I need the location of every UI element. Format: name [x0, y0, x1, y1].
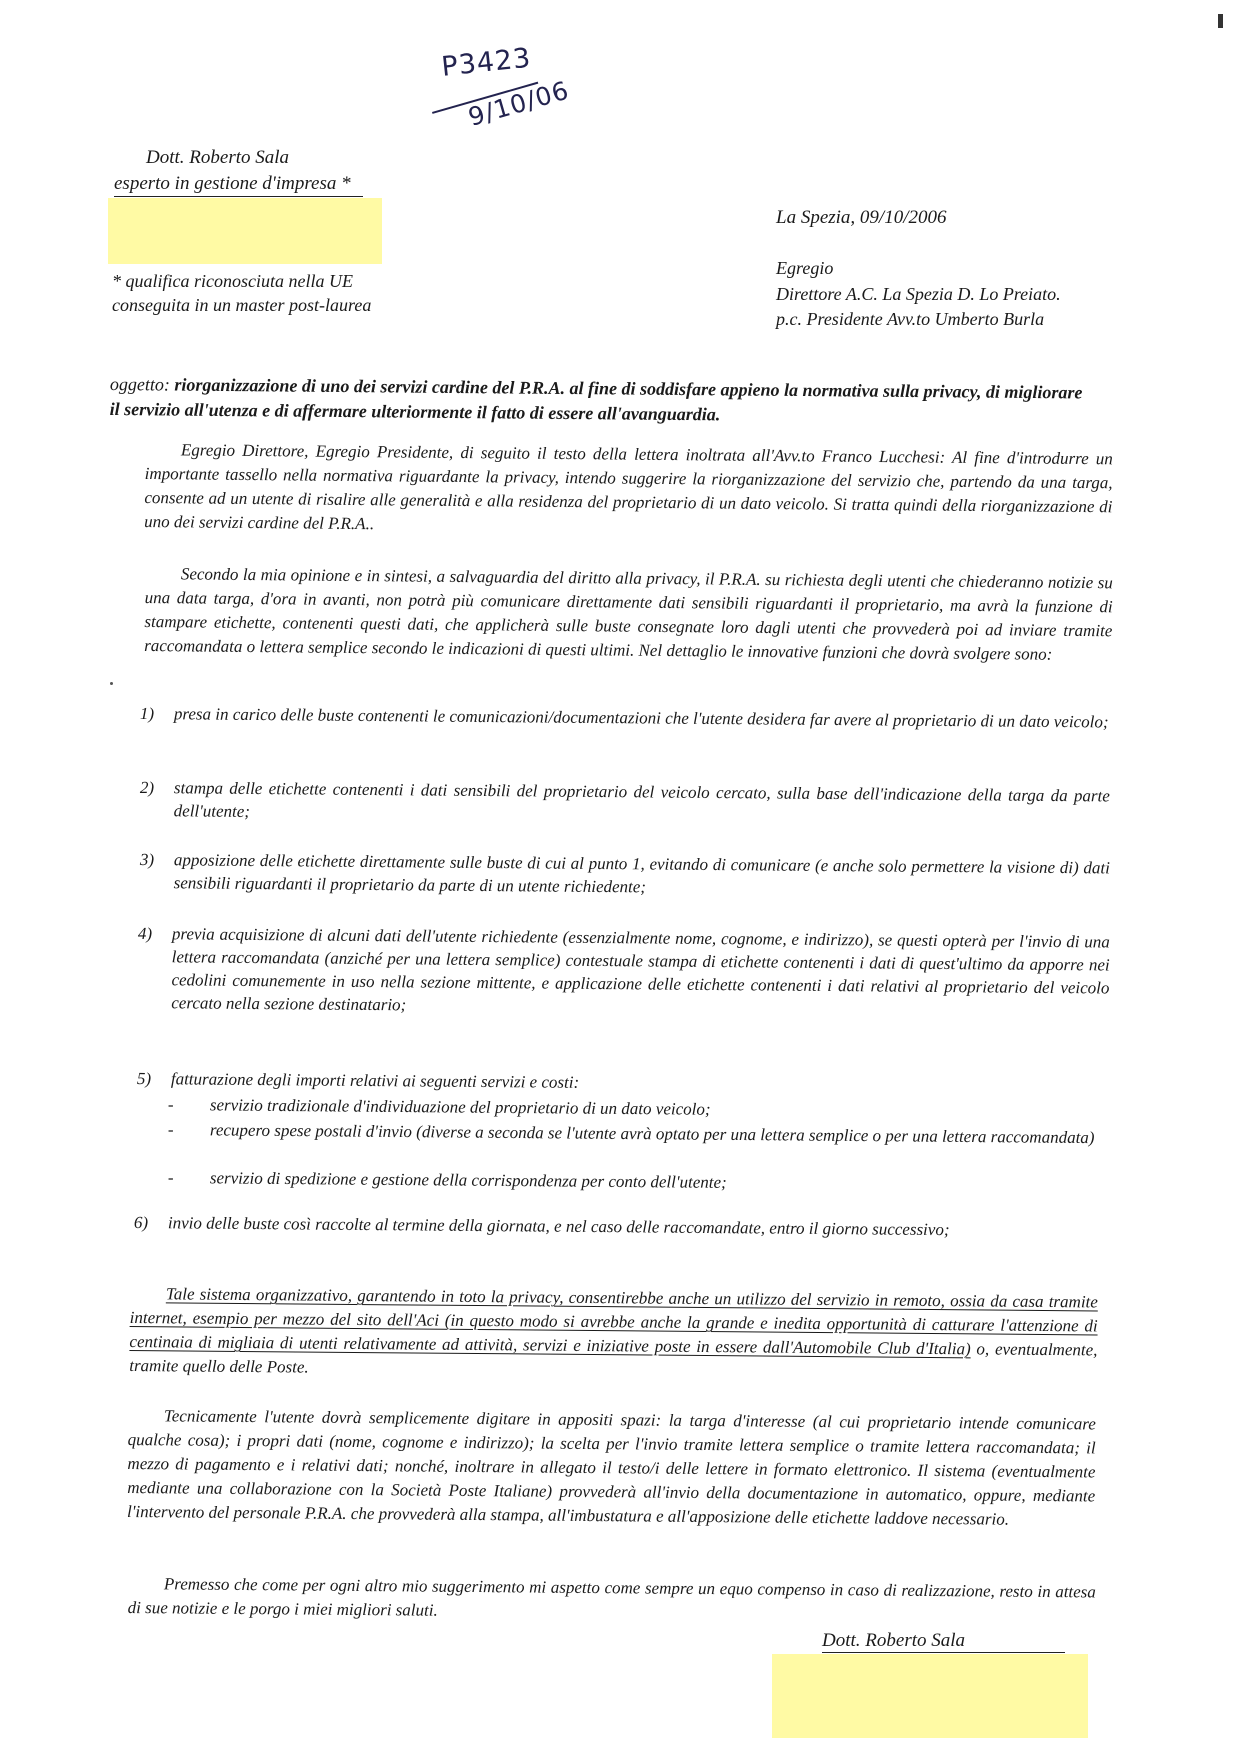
- subject-text: riorganizzazione di uno dei servizi cardine del P.R.A. al fine di soddisfare appieno la normativa sulla privacy, di migliorare il servizio all'utenza e di affermare ulteriormente il fatto di essere all'avanguardia.: [109, 374, 1083, 425]
- body-paragraph-intro: Egregio Direttore, Egregio Presidente, di seguito il testo della lettera inoltrata all'Avv.to Franco Lucchesi: Al fine d'introdurre un importante tassello nella normativa riguardante la privacy, intendo suggerire la riorganizzazione del servizio che, partendo da una targa, consente ad un utente di risalire alle generalità e alla residenza del proprietario di un dato veicolo. Si tratta quindi della riorganizzazione di uno dei servizi cardine del P.R.A..: [144, 440, 1113, 534]
- list-item: [140, 702, 1110, 733]
- sub-list-dash: -: [167, 1167, 174, 1188]
- list-item-text: stampa delle etichette contenenti i dati sensibili del proprietario del veicolo cercato, sulla base dell'indicazione della targa da parte dell'utente;: [173, 778, 1110, 821]
- redacted-highlight: [108, 198, 382, 264]
- recipient-line-1: Direttore A.C. La Spezia D. Lo Preiato.: [776, 284, 1061, 304]
- passage-continuation: o, eventualmente, tramite quello delle Poste.: [129, 1339, 1098, 1377]
- list-item-number: 5): [136, 1068, 152, 1089]
- handwritten-date: 9/10/06: [465, 75, 573, 132]
- handwritten-reference: P3423: [440, 42, 533, 83]
- sub-list-text: recupero spese postali d'invio (diverse a seconda se l'utente avrà optato per una lettera semplice o per una lettera raccomandata): [209, 1120, 1095, 1148]
- sub-list-text: servizio di spedizione e gestione della corrispondenza per conto dell'utente;: [209, 1168, 727, 1192]
- list-item-number: 6): [133, 1212, 149, 1233]
- sub-list-dash: -: [167, 1094, 174, 1115]
- sub-list-dash: -: [167, 1119, 174, 1140]
- body-paragraph-summary: Secondo la mia opinione e in sintesi, a salvaguardia del diritto alla privacy, il P.R.A. su richiesta degli utenti che chiederanno notizie su una data targa, d'ora in avanti, non potrà più comunicare direttamente dati sensibili riguardanti il proprietario, ma avrà la funzione di stampare etichette, contenenti questi dati, che applicherà sulle buste consegnate loro dagli utenti che provvederà poi ad inviare tramite raccomandata o lettera semplice secondo le indicazioni di questi ultimi. Nel dettaglio le innovative funzioni che dovrà svolgere sono:: [144, 564, 1113, 664]
- signature-name: Dott. Roberto Sala: [822, 1630, 1065, 1653]
- list-item: [137, 922, 1110, 1022]
- qualification-note-line-2: conseguita in un master post-laurea: [112, 295, 372, 315]
- redacted-highlight: [772, 1654, 1088, 1738]
- list-item-number: 4): [137, 923, 153, 944]
- list-item-number: 3): [139, 849, 155, 870]
- sender-name: Dott. Roberto Sala: [146, 147, 290, 168]
- body-paragraph-online-service: [129, 1282, 1098, 1386]
- list-item-number: 1): [139, 703, 155, 724]
- sub-list-text: servizio tradizionale d'individuazione del proprietario di un dato veicolo;: [209, 1095, 711, 1119]
- scan-dot: [110, 682, 113, 685]
- recipient-line-2: p.c. Presidente Avv.to Umberto Burla: [776, 309, 1045, 329]
- scan-mark: [1218, 14, 1223, 28]
- subject-label: oggetto:: [109, 373, 175, 395]
- list-item-text: presa in carico delle buste contenenti le comunicazioni/documentazioni che l'utente desidera far avere al proprietario di un dato veicolo;: [173, 704, 1109, 732]
- body-paragraph-technical: Tecnicamente l'utente dovrà semplicemente digitare in appositi spazi: la targa d'interesse (al cui proprietario intende comunicare qualche cosa); i propri dati (nome, cognome e indirizzo); la scelta per l'invio tramite lettera semplice o tramite lettera raccomandata; il mezzo di pagamento e i relativi dati; nonché, inoltrare in allegato il testo/i delle lettere in formato elettronico. Il sistema (eventualmente mediante una collaborazione con la Società Poste Italiane) provvederà all'invio della documentazione in automatico, oppure, mediante l'intervento del personale P.R.A. che provvederà alla stampa, all'imbustatura e all'apposizione delle etichette laddove necessario.: [126, 1406, 1096, 1529]
- list-item-number: 2): [139, 777, 155, 798]
- body-paragraph-closing: Premesso che come per ogni altro mio suggerimento mi aspetto come sempre un equo compenso in caso di realizzazione, resto in attesa di sue notizie e le porgo i miei migliori saluti.: [127, 1574, 1096, 1620]
- sender-title: esperto in gestione d'impresa *: [114, 171, 363, 197]
- qualification-note-line-1: * qualifica riconosciuta nella UE: [112, 271, 353, 291]
- list-item-text: invio delle buste così raccolte al termine della giornata, e nel caso delle raccomandate, entro il giorno successivo;: [167, 1213, 950, 1240]
- list-item-text: apposizione delle etichette direttamente sulle buste di cui al punto 1, evitando di comunicare (e anche solo permettere la visione di) dati sensibili riguardanti il proprietario da parte di un utente richiedente;: [173, 850, 1110, 897]
- place-date: La Spezia, 09/10/2006: [776, 207, 947, 228]
- list-item: [140, 848, 1110, 902]
- underlined-passage: Tale sistema organizzativo, garantendo in toto la privacy, consentirebbe anche un utilizzo del servizio in remoto, ossia da casa tramite internet, esempio per mezzo del sito dell'Aci (in questo modo si avrebbe anche la grande e inedita opportunità di catturare l'attenzione di centinaia di migliaia di utenti relativamente ad attività, servizi e iniziative poste in essere dall'Automobile Club d'Italia): [129, 1284, 1098, 1359]
- list-item-text: fatturazione degli importi relativi ai seguenti servizi e costi:: [170, 1069, 580, 1092]
- list-item-text: previa acquisizione di alcuni dati dell'utente richiedente (essenzialmente nome, cognome, e indirizzo), se questi opterà per l'invio di una lettera raccomandata (anziché per una lettera semplice) contestuale stampa di etichette contenenti i dati di quest'ultimo da apporre nei cedolini comunemente in uso nella sezione mittente, e applicazione delle etichette contenenti i dati relativi al proprietario del veicolo cercato nella sezione destinatario;: [171, 924, 1110, 1015]
- sub-list-item: [168, 1166, 1108, 1197]
- subject-line: [110, 372, 1090, 431]
- list-item: [134, 1211, 1108, 1242]
- list-item: [140, 776, 1110, 830]
- recipient-salutation: Egregio: [776, 258, 834, 278]
